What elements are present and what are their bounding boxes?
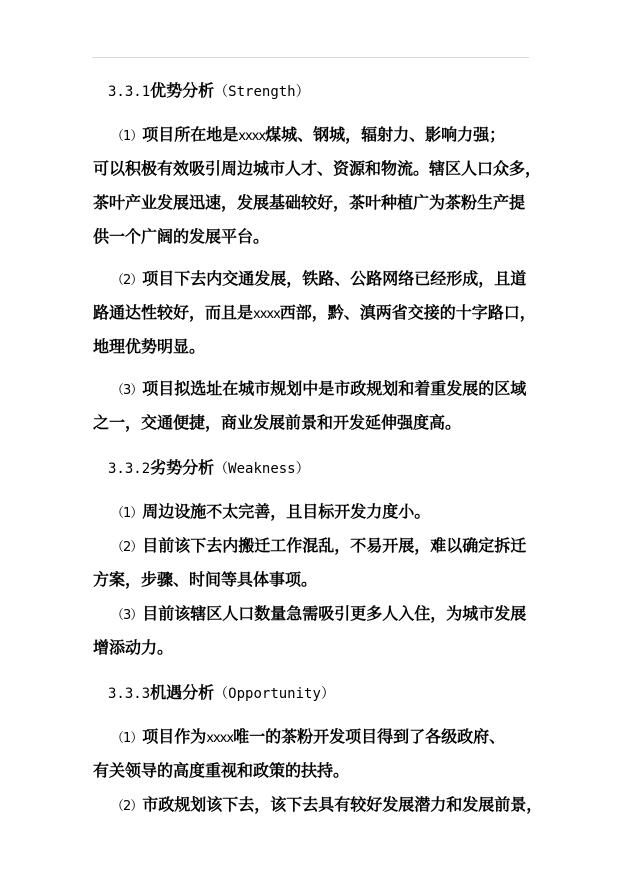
paragraph-line: 地理优势明显。: [93, 337, 206, 356]
text-run: 周边设施不太完善，且目标开发力度小。: [142, 502, 431, 521]
paragraph-line: [93, 597, 533, 631]
item-marker: （1）: [111, 129, 143, 144]
paragraph-line: [93, 262, 533, 296]
text-run: 项目所在地是: [142, 125, 239, 144]
placeholder-text: xxxx: [253, 307, 280, 322]
paragraph-line: 供一个广阔的发展平台。: [93, 227, 270, 246]
section-english-title: （Weakness）: [214, 461, 310, 477]
paragraph-line: [93, 296, 536, 330]
paragraph-line: [93, 720, 533, 754]
paragraph-line: [93, 495, 533, 529]
paragraph-line: [93, 372, 533, 406]
text-run: 西部，黔、滇两省交接的十字路口，: [279, 303, 536, 322]
paragraph-line: 之一，交通便捷，商业发展前景和开发延伸强度高。: [93, 413, 462, 432]
paragraph-line: [93, 118, 533, 152]
document-body: [93, 74, 543, 822]
section-number: 3.3.1: [108, 84, 151, 100]
text-run: 目前该下去内搬迁工作混乱，不易开展，难以确定拆迁: [142, 536, 527, 555]
paragraph-line: 可以积极有效吸引周边城市人才、资源和物流。辖区人口众多，: [93, 159, 542, 178]
section-title: 优势分析: [150, 81, 215, 100]
header-rule: [92, 57, 529, 58]
text-run: 目前该辖区人口数量急需吸引更多人入住，为城市发展: [142, 604, 527, 623]
paragraph-line: 方案，步骤、时间等具体事项。: [93, 570, 318, 589]
item-marker: （3）: [111, 383, 143, 398]
section-heading-strength: [108, 74, 533, 107]
section-number: 3.3.2: [108, 461, 151, 477]
paragraph-line: 增添动力。: [93, 638, 174, 657]
item-marker: （2）: [111, 273, 143, 288]
text-run: 项目作为: [142, 727, 207, 746]
section-title: 劣势分析: [150, 458, 215, 477]
paragraph-line: [93, 788, 543, 822]
paragraph-line: 茶叶产业发展迅速，发展基础较好，茶叶种植广为茶粉生产提: [93, 193, 526, 212]
section-heading-opportunity: [108, 676, 533, 709]
section-title: 机遇分析: [150, 683, 215, 702]
item-marker: （1）: [111, 506, 143, 521]
text-run: 项目拟选址在城市规划中是市政规划和着重发展的区域: [142, 379, 527, 398]
text-run: 唯一的茶粉开发项目得到了各级政府、: [233, 727, 506, 746]
paragraph-line: [93, 529, 533, 563]
item-marker: （1）: [111, 731, 143, 746]
item-marker: （2）: [111, 540, 143, 555]
text-run: 煤城、钢城，辐射力、影响力强；: [265, 125, 506, 144]
paragraph-line: 有关领导的高度重视和政策的扶持。: [93, 761, 350, 780]
text-run: 项目下去内交通发展，铁路、公路网络已经形成，且道: [142, 269, 527, 288]
text-run: 路通达性较好，而且是: [93, 303, 254, 322]
placeholder-text: xxxx: [238, 129, 266, 144]
item-marker: （2）: [111, 799, 143, 814]
section-heading-weakness: [108, 451, 533, 484]
item-marker: （3）: [111, 608, 143, 623]
placeholder-text: xxxx: [206, 731, 234, 746]
text-run: 市政规划该下去，该下去具有较好发展潜力和发展前景，: [142, 795, 543, 814]
section-number: 3.3.3: [108, 686, 151, 702]
section-english-title: （Opportunity）: [214, 686, 335, 702]
section-english-title: （Strength）: [214, 84, 310, 100]
